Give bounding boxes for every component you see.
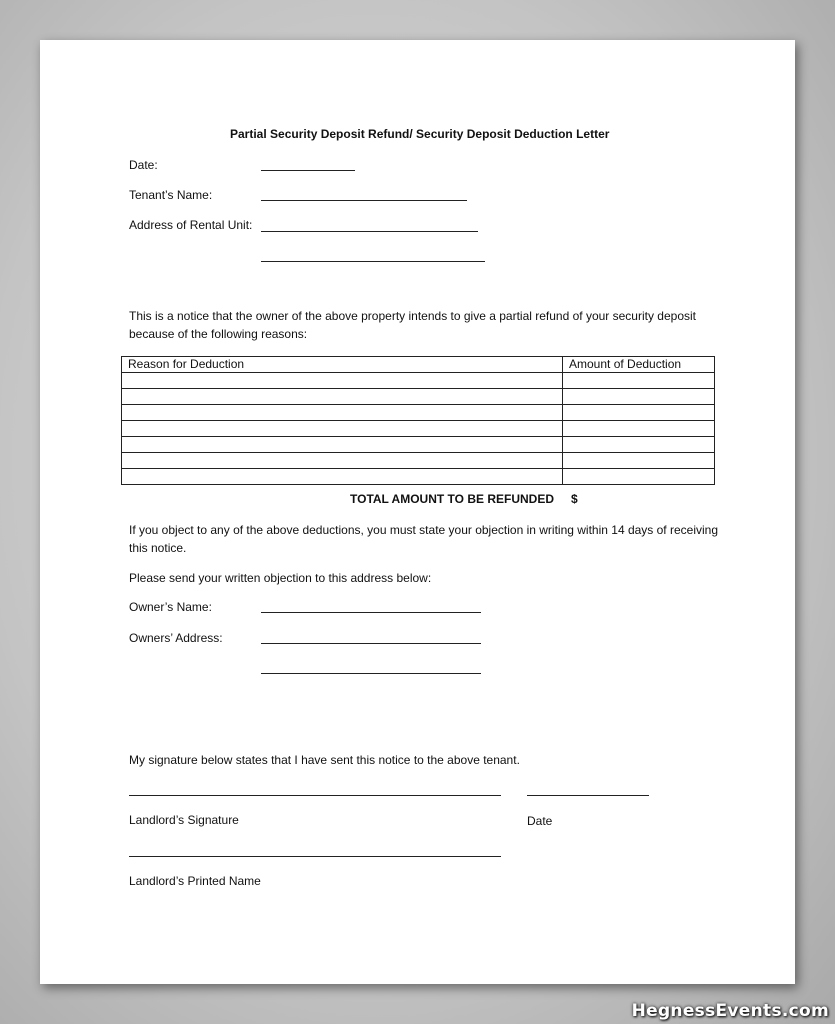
owner-name-label: Owner’s Name: [129,600,212,614]
table-row [122,389,715,405]
reason-cell[interactable] [122,373,563,389]
address-field-line-2[interactable] [261,261,485,262]
table-row [122,405,715,421]
landlord-signature-line[interactable] [129,795,501,796]
tenant-name-label: Tenant’s Name: [129,188,213,202]
signature-statement: My signature below states that I have sent this notice to the above tenant. [129,753,520,767]
document-title: Partial Security Deposit Refund/ Security Deposit Deduction Letter [230,127,610,141]
table-row [122,437,715,453]
landlord-printed-name-line[interactable] [129,856,501,857]
amount-cell[interactable] [563,437,715,453]
table-row [122,421,715,437]
tenant-name-field-line[interactable] [261,200,467,201]
owner-address-label: Owners’ Address: [129,631,223,645]
amount-cell[interactable] [563,421,715,437]
address-field-line-1[interactable] [261,231,478,232]
address-label: Address of Rental Unit: [129,218,253,232]
reason-cell[interactable] [122,421,563,437]
table-row [122,373,715,389]
owner-address-field-line-2[interactable] [261,673,481,674]
objection-paragraph: If you object to any of the above deductions, you must state your objection in writing within 14 days of receiving this notice. [129,523,719,555]
table-header-row [122,357,715,373]
table-row [122,453,715,469]
total-currency: $ [571,492,578,506]
notice-paragraph: This is a notice that the owner of the above property intends to give a partial refund of your security deposit because of the following reasons: [129,309,696,341]
reason-cell[interactable] [122,405,563,421]
landlord-signature-label: Landlord’s Signature [129,813,239,827]
signature-date-label: Date [527,814,553,828]
signature-date-line[interactable] [527,795,649,796]
amount-cell[interactable] [563,373,715,389]
deduction-table [121,356,715,485]
document-page [40,40,795,984]
table-row [122,469,715,485]
owner-name-field-line[interactable] [261,612,481,613]
date-field-line[interactable] [261,170,355,171]
reason-cell[interactable] [122,437,563,453]
reason-cell[interactable] [122,453,563,469]
owner-address-field-line-1[interactable] [261,643,481,644]
reason-cell[interactable] [122,469,563,485]
date-label: Date: [129,158,158,172]
send-instruction: Please send your written objection to this address below: [129,571,432,585]
amount-cell[interactable] [563,405,715,421]
table-header-amount: Amount of Deduction [563,357,715,373]
landlord-printed-name-label: Landlord’s Printed Name [129,874,261,888]
watermark-text: HegnessEvents.com [631,1001,829,1021]
amount-cell[interactable] [563,389,715,405]
reason-cell[interactable] [122,389,563,405]
amount-cell[interactable] [563,469,715,485]
table-header-reason: Reason for Deduction [122,357,563,373]
total-label: TOTAL AMOUNT TO BE REFUNDED [350,492,554,506]
amount-cell[interactable] [563,453,715,469]
